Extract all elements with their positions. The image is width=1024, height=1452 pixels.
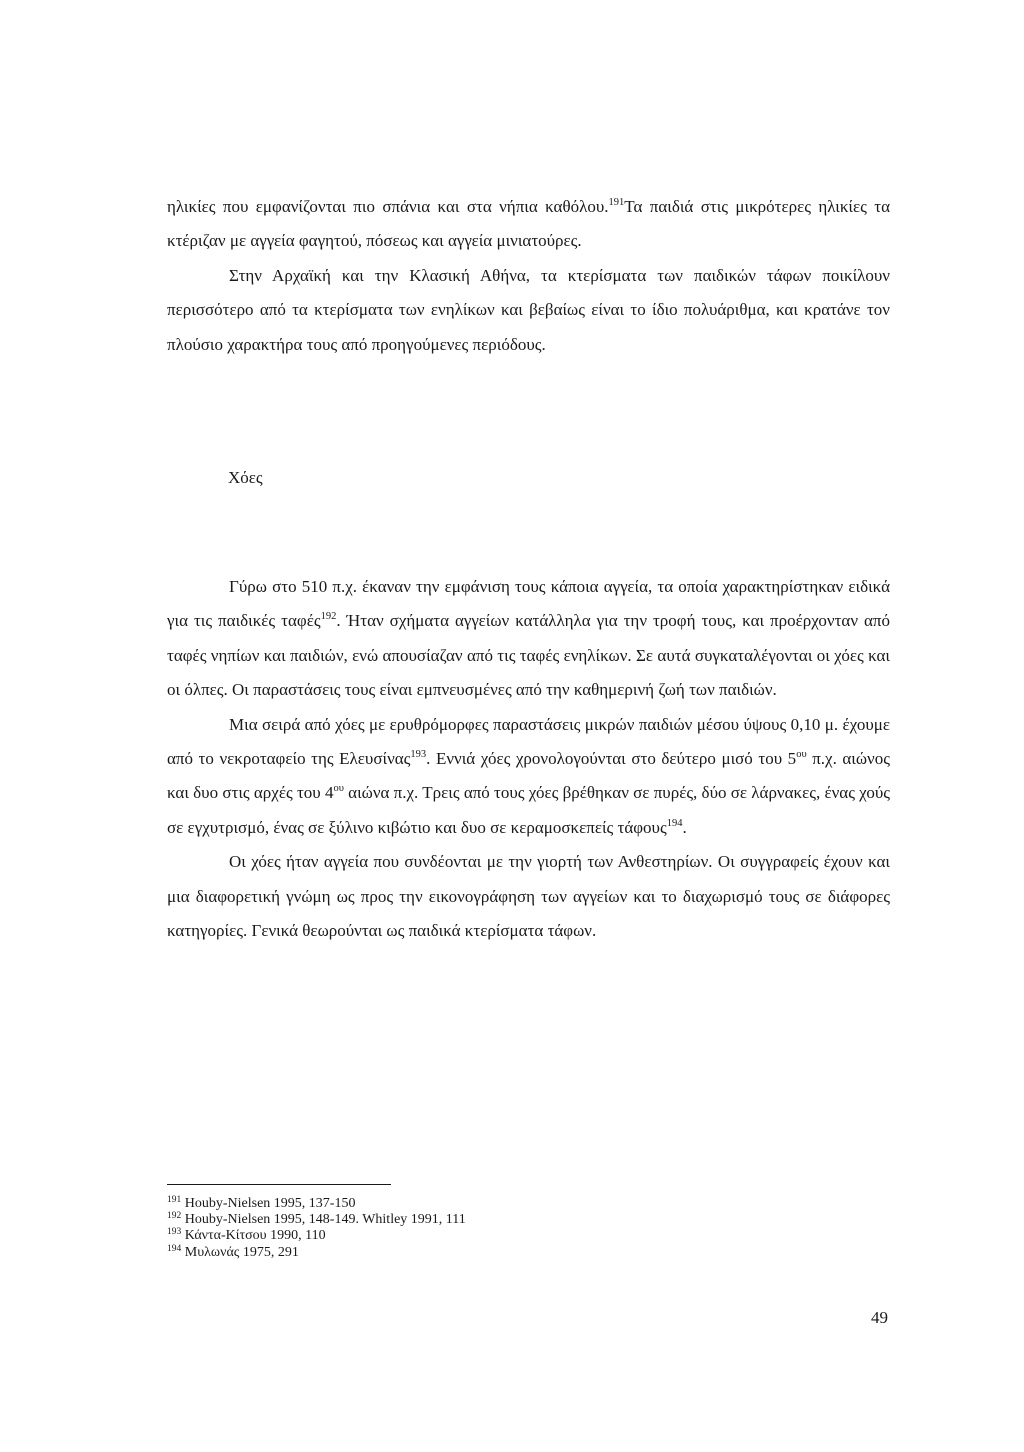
footnote-ref-191[interactable]: 191 xyxy=(608,197,625,208)
section-paragraph-1 xyxy=(167,570,890,708)
footnote-191 xyxy=(167,1196,767,1212)
ordinal-superscript: ου xyxy=(333,783,344,795)
footnote-text: Houby-Nielsen 1995, 148-149. Whitley 1991, 111 xyxy=(184,1212,466,1228)
footnote-number: 192 xyxy=(167,1211,182,1222)
intro-block xyxy=(167,190,890,362)
footnote-ref-193[interactable]: 193 xyxy=(410,749,427,761)
footnote-separator xyxy=(167,1184,391,1185)
section-paragraph-2 xyxy=(167,708,890,846)
text-run: ηλικίες που εμφανίζονται πιο σπάνια και στα νήπια καθόλου. xyxy=(167,197,609,216)
section-heading: Χόες xyxy=(228,468,263,487)
text-run: . Εννιά χόες χρονολογούνται στο δεύτερο μισό του 5 xyxy=(426,749,797,769)
text-run: Μια σειρά από χόες με ερυθρόμορφες παραστάσεις μικρών παιδιών μέσου ύψους 0,10 μ. έχουμε από το νεκροταφείο της Ελευσίνας xyxy=(167,714,890,769)
section-block xyxy=(167,570,890,948)
text-run: . Ήταν σχήματα αγγείων κατάλληλα για την τροφή τους, και προέρχονταν από ταφές νηπίων και παιδιών, ενώ απουσίαζαν από τις ταφές ενηλίκων. Σε αυτά συγκαταλέγονται οι χόες και οι όλπες. Οι παραστάσεις τους είναι εμπνευσμένες από την καθημερινή ζωή των παιδιών. xyxy=(167,611,890,700)
footnote-number: 191 xyxy=(167,1195,182,1205)
footnote-192 xyxy=(167,1212,767,1228)
footnote-text: Μυλωνάς 1975, 291 xyxy=(184,1244,299,1260)
text-run: . xyxy=(682,817,687,837)
footnote-number: 193 xyxy=(167,1227,182,1238)
section-paragraph-3: Οι χόες ήταν αγγεία που συνδέονται με την γιορτή των Ανθεστηρίων. Οι συγγραφείς έχουν και μια διαφορετική γνώμη ως προς την εικονογράφηση των αγγείων και το διαχωρισμό τους σε διάφορες κατηγορίες. Γενικά θεωρούνται ως παιδικά κτερίσματα τάφων. xyxy=(167,852,890,941)
footnote-ref-192[interactable]: 192 xyxy=(320,611,337,623)
text-run: π.χ. αιώνος και δυο στις αρχές του 4 xyxy=(167,749,890,803)
intro-paragraph-1 xyxy=(167,190,890,259)
text-run: αιώνα π.χ. Τρεις από τους χόες βρέθηκαν σε πυρές, δύο σε λάρνακες, ένας χούς σε εγχυτρισμό, ένας σε ξύλινο κιβώτιο και δυο σε κεραμοσκεπείς τάφους xyxy=(167,783,890,837)
footnote-text: Houby-Nielsen 1995, 137-150 xyxy=(184,1196,356,1211)
footnotes xyxy=(167,1196,767,1261)
text-run: Τα παιδιά στις μικρότερες ηλικίες τα κτέριζαν με αγγεία φαγητού, πόσεως και αγγεία μινιατούρες. xyxy=(167,197,890,251)
text-run: Γύρω στο 510 π.χ. έκαναν την εμφάνιση τους κάποια αγγεία, τα οποία χαρακτηρίστηκαν ειδικά για τις παιδικές ταφές xyxy=(167,577,890,631)
footnote-ref-194[interactable]: 194 xyxy=(666,817,683,829)
footnote-number: 194 xyxy=(167,1243,182,1254)
page-number: 49 xyxy=(871,1308,888,1327)
footnote-193 xyxy=(167,1228,767,1244)
ordinal-superscript: ου xyxy=(796,749,807,761)
footnote-text: Κάντα-Κίτσου 1990, 110 xyxy=(184,1228,326,1244)
intro-paragraph-2: Στην Αρχαϊκή και την Κλασική Αθήνα, τα κτερίσματα των παιδικών τάφων ποικίλουν περισσότερο από τα κτερίσματα των ενηλίκων και βεβαίως είναι το ίδιο πολυάριθμα, και κρατάνε τον πλούσιο χαρακτήρα τους από προηγούμενες περιόδους. xyxy=(167,265,890,354)
footnote-194 xyxy=(167,1245,767,1261)
